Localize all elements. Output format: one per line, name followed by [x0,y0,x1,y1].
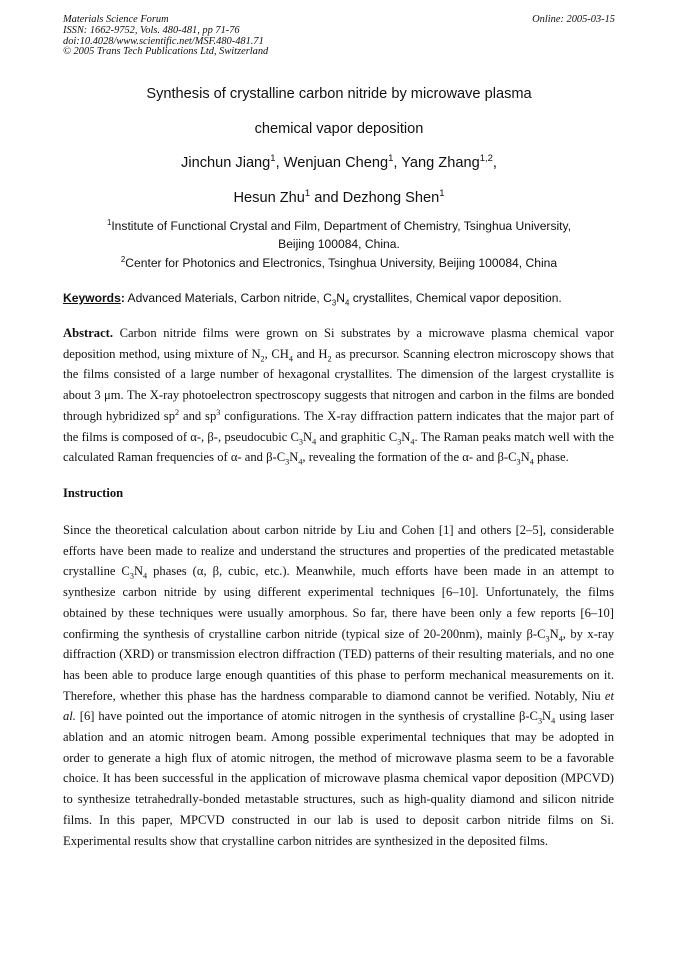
subscript: 3 [545,634,550,644]
author-name: Jinchun Jiang [181,155,271,171]
abstract-text: N [303,429,313,444]
issn-line: ISSN: 1662-9752, Vols. 480-481, pp 71-76 [63,24,240,36]
abstract-text: N [289,450,299,465]
subscript: 2 [260,354,265,364]
subscript: 4 [410,437,415,447]
subscript: 4 [558,634,563,644]
affiliation-mark: 1 [106,217,112,227]
intro-text: N [542,709,552,724]
subscript: 3 [129,571,134,581]
abstract-text: Carbon nitride films were grown on Si substrates by a microwave plasma chemical vapor deposition method, using mixture of N [63,326,614,361]
intro-text: N [133,564,144,579]
subscript: 3 [537,716,543,726]
affiliation-1-cont: Beijing 100084, China. [278,237,400,251]
affiliation-text: Center for Photonics and Electronics, Tsinghua University, Beijing 100084, China [125,256,558,270]
subscript: 3 [516,457,521,467]
affiliation-mark: 2 [120,254,126,264]
intro-text: N [549,626,559,641]
subscript: 4 [529,457,534,467]
intro-text: phases (α, β, cubic, etc.). Meanwhile, much efforts have been made in an attempt to synthesize carbon nitride by using different experimental techniques [6–10]. Unfortunately, the films obtained by these techniques were usually amorphous. So far, there have been only a few reports [6–10] confirming the synthesis of crystalline carbon nitride (typical size of 20-200nm), mainly β-C [63,564,614,641]
author-separator: , [393,155,398,171]
abstract-text: and graphitic C [316,429,398,444]
abstract-text: and H [293,346,328,361]
abstract-text: and sp [179,408,217,423]
keywords-text: Advanced Materials, Carbon nitride, C [124,291,332,305]
author-line-1 [0,155,678,171]
subscript: 4 [551,716,556,726]
journal-name: Materials Science Forum [63,14,169,25]
author-conjunction: and [314,190,339,206]
keywords-line [63,291,623,308]
intro-text: Since the theoretical calculation about carbon nitride by Liu and Cohen [1] and others [2–5], considerable efforts have been made to realize and understand the structures and properties of the predicated metastable crystalline C [63,523,614,579]
abstract-text: N [401,429,411,444]
author-affiliation-mark: 1 [304,188,311,200]
author-name: Wenjuan Cheng [283,155,389,171]
superscript: 3 [216,407,221,417]
keywords-label: Keywords [63,291,121,305]
intro-text: , by x-ray diffraction (XRD) or transmission electron diffraction (TED) patterns of their resulting materials, and no one has been able to produce large enough quantities of this phase to perform mechanical measurements on it. Therefore, whether this phase has the hardness comparable to diamond cannot be verified. Notably, Niu [63,626,614,703]
keywords-colon: : [120,291,125,305]
intro-text: using laser ablation and an atomic nitrogen beam. Among possible experimental techniques that may be adopted in order to generate a high flux of atomic nitrogen, the method of microwave plasma seem to be a favorable choice. It has been successful in the application of microwave plasma chemical vapor deposition (MPCVD) to synthesize tetrahedrally-bonded metastable structures, such as high-quality diamond and silicon nitride films. In this paper, MPCVD constructed in our lab is used to deposit carbon nitride films on Si. Experimental results show that crystalline carbon nitrides are synthesized in the deposited films. [63,709,614,848]
abstract-text: phase. [533,450,569,465]
author-name: Hesun Zhu [233,190,305,206]
publication-header [63,15,623,58]
superscript: 2 [175,407,180,417]
abstract-text: N [520,450,530,465]
intro-paragraph [63,520,614,851]
subscript: 4 [312,437,317,447]
paper-title-line-1: Synthesis of crystalline carbon nitride by microwave plasma [146,86,532,102]
subscript: 4 [143,571,148,581]
author-affiliation-mark: 1 [270,153,276,165]
abstract-text: as precursor. Scanning electron microscopy shows that the films consisted of a large number of hexagonal crystallites. The dimension of the largest crystallite is about 3 μm. The X-ray photoelectron spectroscopy suggests that nitrogen and carbon in the films are bonded through hybridized sp [63,346,615,423]
subscript: 3 [298,437,304,447]
et-al-italic: et al. [63,688,614,724]
subscript: 4 [345,298,350,308]
author-affiliation-mark: 1 [388,153,394,165]
paper-title-line-2: chemical vapor deposition [254,121,424,137]
subscript: 3 [331,298,337,308]
copyright-line: © 2005 Trans Tech Publications Ltd, Switzerland [63,46,269,58]
affiliation-2 [0,256,678,270]
subscript: 4 [298,457,303,467]
keywords-text: crystallites, Chemical vapor deposition. [349,291,562,305]
affiliation-text: Institute of Functional Crystal and Film, Department of Chemistry, Tsinghua University, [111,219,572,233]
keywords-text: N [336,291,345,305]
online-date: Online: 2005-03-15 [532,14,615,25]
abstract-text: . The Raman peaks match well with the calculated Raman frequencies of α- and β-C [63,429,614,465]
abstract-text: , revealing the formation of the α- and β-C [302,450,517,465]
section-heading: Instruction [63,486,124,500]
author-name: Dezhong Shen [342,190,440,206]
author-line-2 [0,190,678,206]
subscript: 3 [397,437,402,447]
abstract-text: , CH [264,346,289,361]
abstract-paragraph [63,323,614,468]
subscript: 2 [327,354,332,364]
author-affiliation-mark: 1,2 [479,153,493,165]
affiliation-1 [0,219,678,233]
author-separator: , [275,155,280,171]
author-name: Yang Zhang [401,155,480,171]
subscript: 3 [285,457,290,467]
intro-text: [6] have pointed out the importance of atomic nitrogen in the synthesis of crystalline β-C [75,709,538,724]
author-separator: , [492,155,497,171]
abstract-text: configurations. The X-ray diffraction pattern indicates that the major part of the films is composed of α-, β-, pseudocubic C [63,408,614,444]
doi-line: doi:10.4028/www.scientific.net/MSF.480-481.71 [63,35,264,47]
author-affiliation-mark: 1 [439,188,445,200]
abstract-label: Abstract. [63,326,114,340]
subscript: 4 [288,354,293,364]
